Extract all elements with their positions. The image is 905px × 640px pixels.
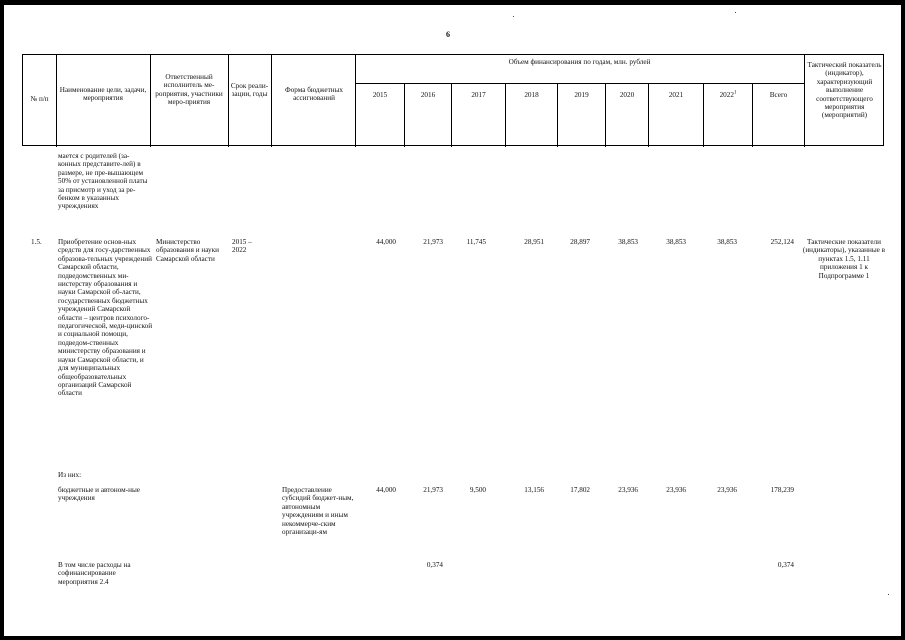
row-1-5-value-2019: 28,897 [570, 238, 590, 246]
row-1-5-indicator: Тактические показатели (индикаторы), указанные в пунктах 1.5, 1.11 приложения 1 к Подпрограмме 1 [802, 238, 886, 280]
budget-row-value-2019: 17,802 [570, 486, 590, 494]
col-divider [228, 55, 229, 147]
col-divider [355, 55, 356, 147]
header-year-2017: 2017 [471, 91, 486, 99]
header-year-2020: 2020 [619, 91, 635, 99]
row-1-5-responsible: Министерство образования и науки Самарской области [156, 238, 219, 263]
page-frame-left [0, 0, 4, 640]
row-1-5-value-2016: 21,973 [423, 238, 443, 246]
header-year-2022: 2022$^1$ [719, 90, 737, 99]
cofinancing-row-total: 0,374 [777, 561, 794, 569]
budget-row-value-2017: 9,500 [469, 486, 486, 494]
row-1-5-value-2020: 38,853 [618, 238, 638, 246]
budget-row-total: 178,239 [770, 486, 794, 494]
col-divider [150, 55, 151, 147]
of-them-label: Из них: [58, 471, 82, 479]
scan-speck [513, 16, 514, 17]
page-frame-bottom [0, 636, 905, 640]
header-form: Форма бюджетных ассигнований [284, 86, 344, 103]
row-1-5-term: 2015 – 2022 [232, 238, 252, 255]
budget-row-value-2018: 13,156 [524, 486, 544, 494]
header-year-2019: 2019 [574, 91, 589, 99]
scan-speck [888, 594, 889, 595]
header-year-2021: 2021 [668, 91, 684, 99]
page-frame-top [0, 0, 905, 5]
header-responsible: Ответственный исполнитель ме-роприятия, участники меро-приятия [155, 73, 223, 107]
col-divider [804, 55, 805, 147]
budget-row-value-2015: 44,000 [376, 486, 396, 494]
budget-row-form: Предоставление субсидий бюджет-ным, автономным учреждениям и иным некоммерче-ским организаци-ям [282, 486, 354, 537]
page-frame-right [901, 0, 905, 640]
row-1-5-value-2017: 11,745 [466, 238, 486, 246]
row-1-5-value-2018: 28,951 [524, 238, 544, 246]
financing-divider [355, 83, 804, 84]
row-1-5-number: 1.5. [31, 238, 42, 246]
budget-row-value-2020: 23,936 [618, 486, 638, 494]
table-header [22, 54, 884, 146]
row-1-5-value-2015: 44,000 [376, 238, 396, 246]
col-divider [56, 55, 57, 147]
cofinancing-row-name: В том числе расходы на софинансирование мероприятия 2.4 [58, 561, 131, 586]
budget-row-value-2016: 21,973 [423, 486, 443, 494]
header-num: № п/п [30, 95, 49, 103]
header-term: Срок реали-зации, годы [230, 82, 269, 99]
budget-row-value-2022: 23,936 [717, 486, 737, 494]
budget-row-value-2021: 23,936 [666, 486, 686, 494]
row-1-5-total: 252,124 [770, 238, 794, 246]
cofinancing-row-value-2016: 0,374 [426, 561, 443, 569]
header-year-2018: 2018 [524, 91, 539, 99]
col-divider [271, 55, 272, 147]
budget-row-name: бюджетные и автоном-ные учреждения [58, 486, 140, 503]
scan-speck [735, 12, 736, 13]
header-name: Наименование цели, задачи, мероприятия [59, 86, 147, 103]
row-1-5-value-2022: 38,853 [717, 238, 737, 246]
continuation-text: мается с родителей (за-конных представите-лей) в размере, не пре-вышающем 50% от установленной платы за присмотр и уход за ре-бенком в указанных учреждениях [58, 152, 148, 211]
header-total: Всего [769, 91, 788, 99]
header-indicator: Тактический показатель (индикатор), характеризующий выполнение соответствующего мероприятия (мероприятий) [807, 61, 882, 120]
header-year-2016: 2016 [420, 91, 436, 99]
row-1-5-value-2021: 38,853 [666, 238, 686, 246]
row-1-5-name: Приобретение основ-ных средств для госу-дарственных образова-тельных учреждений Самарской области, подведомственных ми-нистерству образования и науки Самарской об-ласти, государственных бюджетных учреждений Самарской области – центров психолого-педагогической, меди-цинской и социальной помощи, подведом-ственных министерству образования и науки Самарской области, и для муниципальных общеобразовательных организаций Самарской области [58, 238, 153, 398]
header-financing: Объем финансирования по годам, млн. рублей [508, 58, 651, 66]
header-year-2015: 2015 [372, 91, 388, 99]
page-number: 6 [446, 30, 450, 39]
